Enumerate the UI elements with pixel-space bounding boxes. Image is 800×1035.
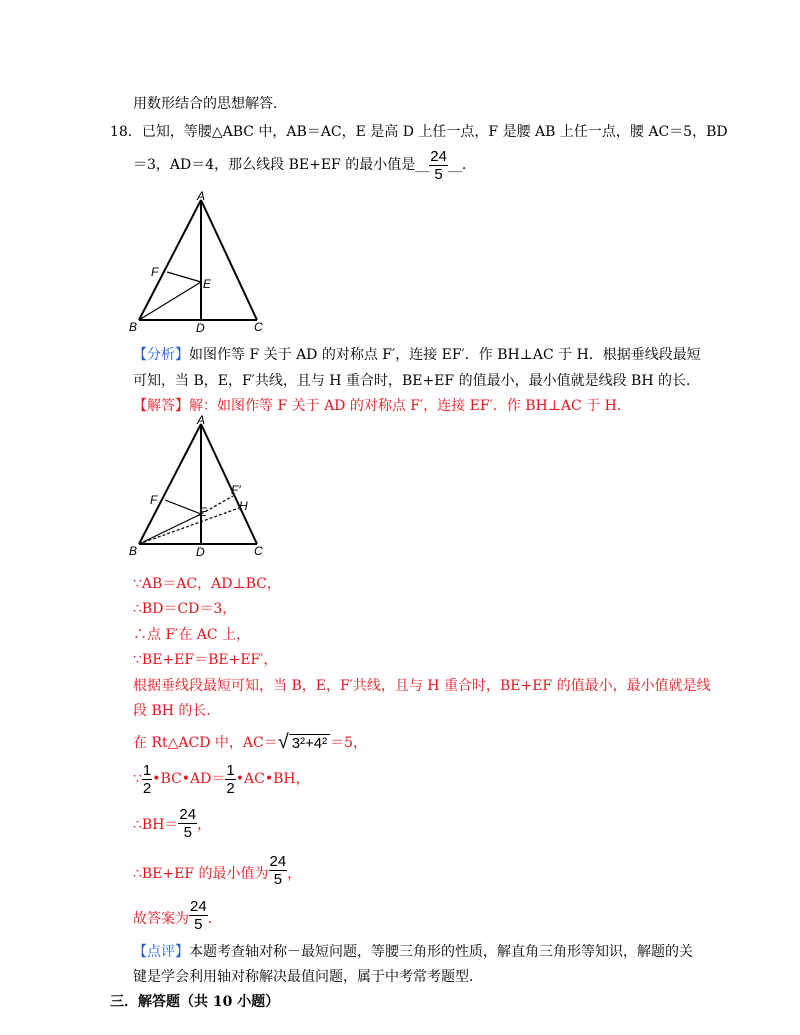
figure-triangle-2	[125, 412, 275, 562]
intro-line: 用数形结合的思想解答．	[133, 96, 287, 112]
label-c: C	[254, 320, 263, 334]
final-fraction: $\frac{24}{5}$	[190, 898, 207, 933]
step8-suffix: ，	[197, 817, 212, 833]
label-c-2: C	[254, 544, 263, 558]
step10-suffix: ．	[207, 911, 222, 927]
side-ab	[139, 200, 201, 320]
solution-step-5a: 根据垂线段最短可知，当 B，E，F′共线，且与 H 重合时，BE+EF 的值最小，最小值就是线	[133, 678, 711, 694]
problem-text-2-end: __．	[447, 157, 476, 173]
problem-text-2: ＝3，AD＝4，那么线段 BE+EF 的最小值是__	[133, 157, 430, 173]
answer-numerator: 24	[430, 148, 447, 165]
analysis-text-1: 如图作等 F 关于 AD 的对称点 F′，连接 EF′．作 BH⊥AC 于 H．根据垂线段最短	[189, 347, 701, 363]
step6-prefix: 在 Rt△ACD 中，AC＝	[133, 735, 278, 751]
label-e: E	[203, 277, 212, 291]
step7-prefix: ∵	[133, 771, 142, 787]
step9-suffix: ，	[287, 866, 302, 882]
problem-text-1: 已知，等腰△ABC 中，AB＝AC，E 是高 D 上任一点，F 是腰 AB 上任一点，腰 AC＝5，BD	[141, 124, 728, 140]
solution-step-10	[133, 898, 222, 933]
step7-mid2: •AC•BH，	[235, 771, 310, 787]
solution-step-2: ∴BD＝CD＝3，	[133, 601, 237, 617]
segment-fe-2	[165, 500, 201, 514]
step7-mid1: •BC•AD＝	[152, 771, 226, 787]
side-ac	[201, 200, 257, 320]
analysis-tag: 【分析】	[133, 347, 189, 363]
label-a-2: A	[197, 413, 206, 427]
label-a: A	[197, 190, 206, 203]
solution-tag: 【解答】	[133, 398, 189, 414]
comment-tag: 【点评】	[133, 944, 189, 960]
side-ab-2	[139, 424, 201, 544]
solution-step-7	[133, 762, 310, 797]
comment-line-1	[133, 943, 693, 961]
solution-step-9	[133, 853, 301, 888]
side-ac-2	[201, 424, 257, 544]
figure-triangle-1	[125, 190, 275, 335]
problem-line-1	[110, 123, 728, 141]
solution-step-5b: 段 BH 的长．	[133, 703, 221, 719]
step8-prefix: ∴BH＝	[133, 817, 179, 833]
solution-step-1: ∵AB＝AC，AD⊥BC，	[133, 576, 281, 592]
radicand: 3²+4²	[289, 734, 330, 752]
segment-fe	[167, 272, 201, 282]
label-b-2: B	[129, 544, 138, 558]
label-b: B	[129, 320, 138, 334]
answer-denominator: 5	[434, 166, 443, 183]
problem-number: 18．	[110, 124, 142, 140]
label-d: D	[196, 321, 205, 335]
label-f-prime: F′	[231, 483, 241, 497]
label-h: H	[239, 499, 248, 513]
label-f-2: F	[150, 493, 158, 507]
solution-step-8	[133, 806, 211, 841]
comment-line-2: 键是学会利用轴对称解决最值问题，属于中考常考题型．	[133, 969, 483, 985]
answer-fraction	[429, 148, 448, 183]
label-d-2: D	[196, 545, 205, 559]
half-fraction-1: $\frac{1}{2}$	[142, 762, 152, 797]
label-f: F	[151, 265, 159, 279]
step6-suffix: ＝5，	[330, 735, 368, 751]
step10-prefix: 故答案为	[133, 911, 189, 927]
solution-step-6	[133, 733, 367, 753]
analysis-line-1	[133, 346, 701, 364]
comment-text-1: 本题考查轴对称－最短问题，等腰三角形的性质，解直角三角形等知识，解题的关	[189, 944, 693, 960]
problem-line-2	[133, 148, 476, 183]
step9-prefix: ∴BE+EF 的最小值为	[133, 866, 269, 882]
segment-be-2	[139, 514, 201, 544]
solution-text-1: 解：如图作等 F 关于 AD 的对称点 F′，连接 EF′．作 BH⊥AC 于 H．	[189, 398, 631, 414]
label-e-2: E	[199, 505, 208, 519]
solution-step-4: ∵BE+EF＝BE+EF′，	[133, 652, 278, 668]
half-fraction-2: $\frac{1}{2}$	[226, 762, 235, 797]
min-fraction: $\frac{24}{5}$	[269, 853, 287, 888]
analysis-line-2: 可知，当 B，E，F′共线，且与 H 重合时，BE+EF 的值最小，最小值就是线段 BH 的长．	[133, 373, 700, 389]
sqrt-expression: √ 3²+4²	[278, 733, 330, 753]
bh-fraction: $\frac{24}{5}$	[179, 806, 197, 841]
solution-step-3: ∴点 F′在 AC 上，	[133, 627, 251, 643]
section-heading: 三．解答题（共 10 小题）	[110, 994, 280, 1010]
